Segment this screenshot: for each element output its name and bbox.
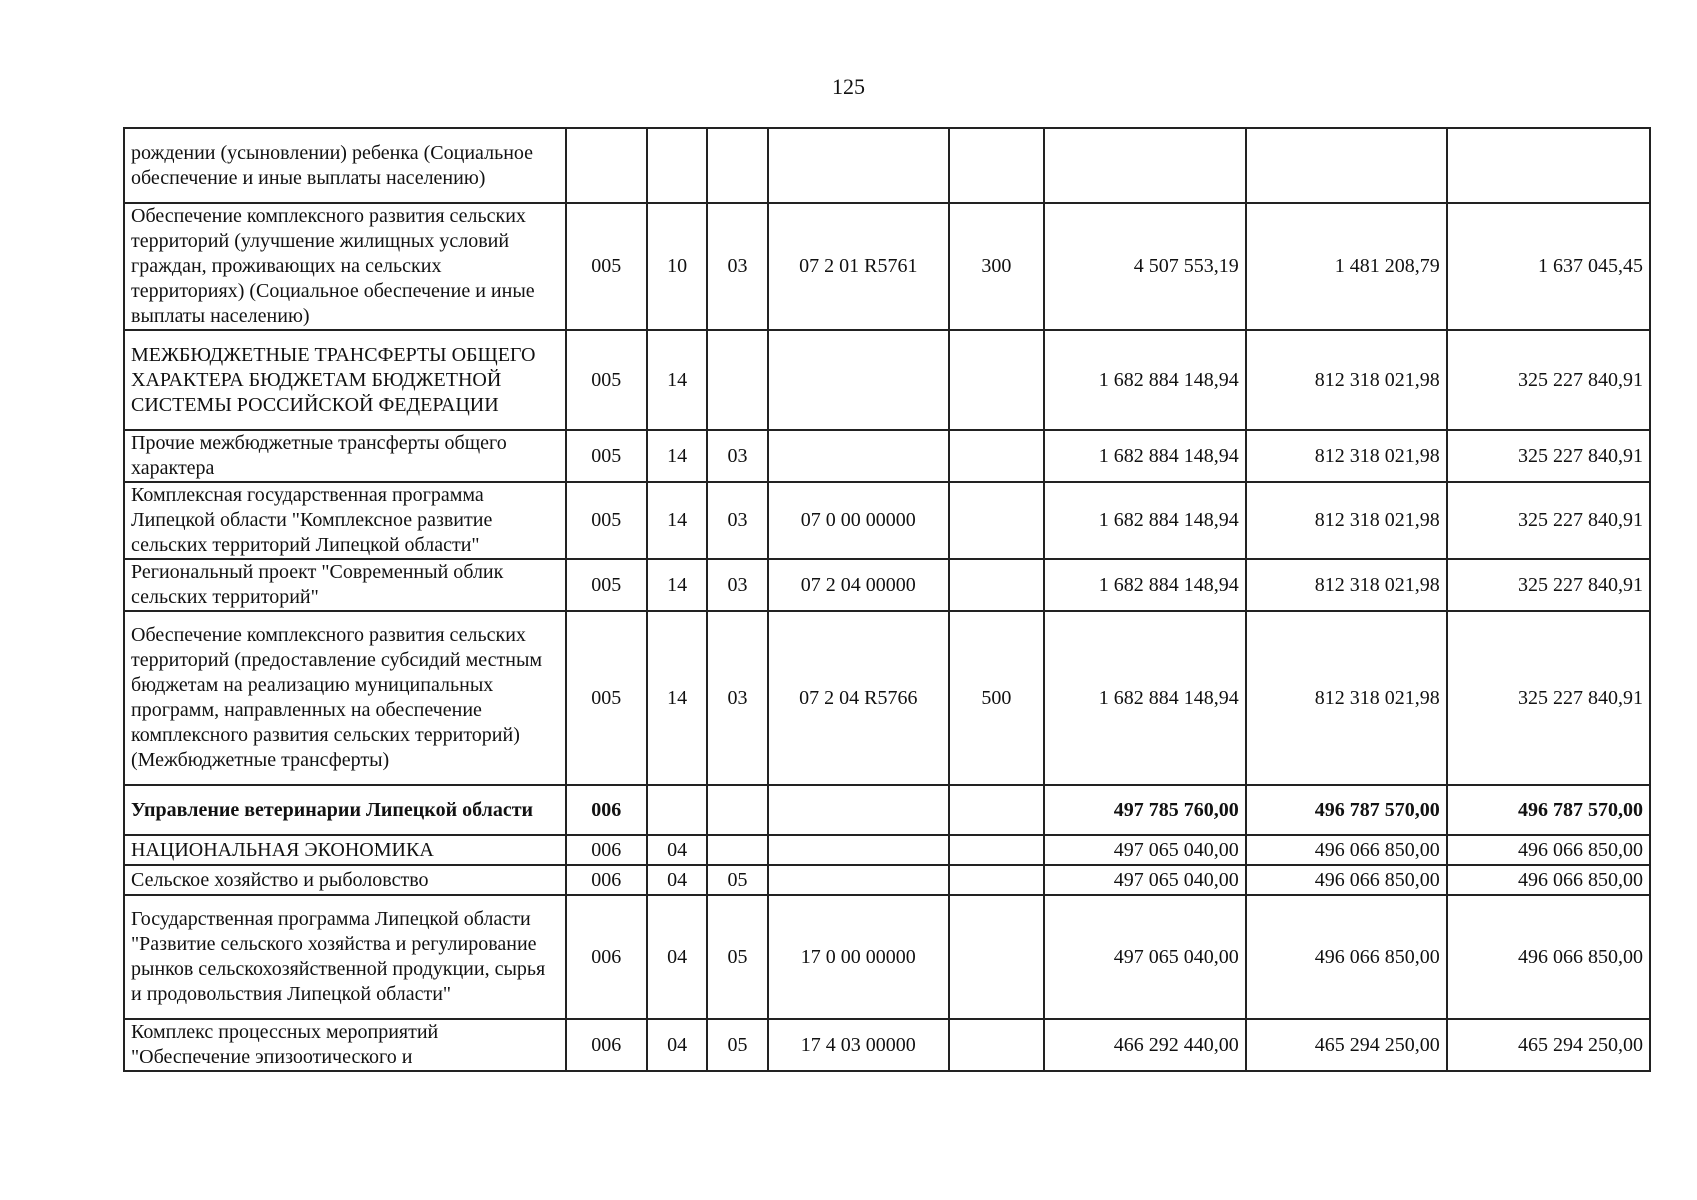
cell-name: Сельское хозяйство и рыболовство xyxy=(124,865,566,895)
cell-csr xyxy=(768,865,949,895)
cell-pr: 05 xyxy=(707,1019,767,1071)
cell-ved xyxy=(566,128,647,203)
cell-ved: 006 xyxy=(566,895,647,1019)
cell-vr xyxy=(949,559,1044,611)
cell-y2: 812 318 021,98 xyxy=(1246,430,1447,482)
table-row xyxy=(124,330,1650,430)
cell-y3: 325 227 840,91 xyxy=(1447,611,1650,785)
cell-pr: 05 xyxy=(707,865,767,895)
cell-y3: 325 227 840,91 xyxy=(1447,430,1650,482)
cell-vr xyxy=(949,1019,1044,1071)
budget-table xyxy=(123,127,1651,1072)
cell-y2: 496 787 570,00 xyxy=(1246,785,1447,835)
table-row xyxy=(124,895,1650,1019)
cell-ved: 005 xyxy=(566,430,647,482)
cell-name: Комплекс процессных мероприятий "Обеспечение эпизоотического и xyxy=(124,1019,566,1071)
cell-y2 xyxy=(1246,128,1447,203)
table-row xyxy=(124,128,1650,203)
table-row xyxy=(124,1019,1650,1071)
cell-vr xyxy=(949,785,1044,835)
cell-ved: 006 xyxy=(566,785,647,835)
cell-csr xyxy=(768,430,949,482)
cell-csr: 17 4 03 00000 xyxy=(768,1019,949,1071)
cell-y1 xyxy=(1044,128,1246,203)
cell-ved: 005 xyxy=(566,611,647,785)
cell-pr xyxy=(707,330,767,430)
cell-y1: 497 065 040,00 xyxy=(1044,835,1246,865)
cell-rz: 04 xyxy=(647,835,707,865)
cell-vr xyxy=(949,865,1044,895)
table-row xyxy=(124,835,1650,865)
table-row xyxy=(124,482,1650,559)
cell-y1: 1 682 884 148,94 xyxy=(1044,611,1246,785)
cell-vr xyxy=(949,895,1044,1019)
cell-vr xyxy=(949,835,1044,865)
cell-csr: 07 2 04 R5766 xyxy=(768,611,949,785)
cell-y3: 496 066 850,00 xyxy=(1447,865,1650,895)
cell-rz: 14 xyxy=(647,330,707,430)
table-row xyxy=(124,865,1650,895)
cell-y2: 812 318 021,98 xyxy=(1246,611,1447,785)
cell-csr: 07 2 01 R5761 xyxy=(768,203,949,330)
cell-y2: 812 318 021,98 xyxy=(1246,482,1447,559)
cell-y3: 465 294 250,00 xyxy=(1447,1019,1650,1071)
table-row xyxy=(124,785,1650,835)
cell-name: Комплексная государственная программа Липецкой области "Комплексное развитие сельских территорий Липецкой области" xyxy=(124,482,566,559)
cell-rz: 14 xyxy=(647,482,707,559)
cell-pr xyxy=(707,835,767,865)
cell-csr: 07 2 04 00000 xyxy=(768,559,949,611)
cell-ved: 006 xyxy=(566,865,647,895)
cell-pr xyxy=(707,785,767,835)
cell-rz: 04 xyxy=(647,1019,707,1071)
cell-y2: 812 318 021,98 xyxy=(1246,330,1447,430)
cell-y2: 465 294 250,00 xyxy=(1246,1019,1447,1071)
cell-pr: 03 xyxy=(707,203,767,330)
cell-ved: 005 xyxy=(566,203,647,330)
cell-name: Региональный проект "Современный облик сельских территорий" xyxy=(124,559,566,611)
cell-vr xyxy=(949,482,1044,559)
cell-csr xyxy=(768,330,949,430)
cell-vr xyxy=(949,330,1044,430)
cell-pr: 03 xyxy=(707,611,767,785)
cell-y2: 496 066 850,00 xyxy=(1246,835,1447,865)
cell-name: Обеспечение комплексного развития сельских территорий (улучшение жилищных условий граждан, проживающих на сельских территориях) (Социальное обеспечение и иные выплаты населению) xyxy=(124,203,566,330)
cell-pr: 03 xyxy=(707,430,767,482)
cell-name: Прочие межбюджетные трансферты общего характера xyxy=(124,430,566,482)
cell-ved: 006 xyxy=(566,835,647,865)
cell-y1: 4 507 553,19 xyxy=(1044,203,1246,330)
cell-y3: 496 066 850,00 xyxy=(1447,895,1650,1019)
cell-y3 xyxy=(1447,128,1650,203)
cell-y1: 1 682 884 148,94 xyxy=(1044,330,1246,430)
cell-y3: 325 227 840,91 xyxy=(1447,559,1650,611)
cell-vr xyxy=(949,430,1044,482)
cell-csr xyxy=(768,835,949,865)
cell-y1: 1 682 884 148,94 xyxy=(1044,430,1246,482)
cell-csr: 07 0 00 00000 xyxy=(768,482,949,559)
cell-rz: 14 xyxy=(647,611,707,785)
cell-pr: 03 xyxy=(707,559,767,611)
cell-y2: 812 318 021,98 xyxy=(1246,559,1447,611)
cell-y1: 497 785 760,00 xyxy=(1044,785,1246,835)
cell-y1: 497 065 040,00 xyxy=(1044,865,1246,895)
cell-csr: 17 0 00 00000 xyxy=(768,895,949,1019)
cell-y3: 1 637 045,45 xyxy=(1447,203,1650,330)
table-row xyxy=(124,430,1650,482)
cell-name: рождении (усыновлении) ребенка (Социальное обеспечение и иные выплаты населению) xyxy=(124,128,566,203)
cell-y1: 466 292 440,00 xyxy=(1044,1019,1246,1071)
cell-rz: 14 xyxy=(647,559,707,611)
page-number: 125 xyxy=(832,74,865,99)
cell-ved: 005 xyxy=(566,330,647,430)
cell-y2: 1 481 208,79 xyxy=(1246,203,1447,330)
cell-name: НАЦИОНАЛЬНАЯ ЭКОНОМИКА xyxy=(124,835,566,865)
cell-vr xyxy=(949,128,1044,203)
cell-csr xyxy=(768,128,949,203)
cell-y3: 325 227 840,91 xyxy=(1447,482,1650,559)
cell-y1: 1 682 884 148,94 xyxy=(1044,482,1246,559)
cell-rz xyxy=(647,128,707,203)
cell-pr xyxy=(707,128,767,203)
cell-pr: 05 xyxy=(707,895,767,1019)
table-row xyxy=(124,203,1650,330)
table-row xyxy=(124,559,1650,611)
cell-ved: 005 xyxy=(566,482,647,559)
cell-y3: 496 787 570,00 xyxy=(1447,785,1650,835)
cell-rz: 14 xyxy=(647,430,707,482)
cell-y3: 496 066 850,00 xyxy=(1447,835,1650,865)
cell-rz: 04 xyxy=(647,865,707,895)
cell-vr: 300 xyxy=(949,203,1044,330)
cell-rz xyxy=(647,785,707,835)
cell-vr: 500 xyxy=(949,611,1044,785)
cell-ved: 005 xyxy=(566,559,647,611)
cell-name: Управление ветеринарии Липецкой области xyxy=(124,785,566,835)
cell-y2: 496 066 850,00 xyxy=(1246,865,1447,895)
cell-pr: 03 xyxy=(707,482,767,559)
cell-y1: 1 682 884 148,94 xyxy=(1044,559,1246,611)
cell-y1: 497 065 040,00 xyxy=(1044,895,1246,1019)
cell-y3: 325 227 840,91 xyxy=(1447,330,1650,430)
cell-y2: 496 066 850,00 xyxy=(1246,895,1447,1019)
cell-csr xyxy=(768,785,949,835)
cell-name: МЕЖБЮДЖЕТНЫЕ ТРАНСФЕРТЫ ОБЩЕГО ХАРАКТЕРА БЮДЖЕТАМ БЮДЖЕТНОЙ СИСТЕМЫ РОССИЙСКОЙ ФЕДЕРАЦИИ xyxy=(124,330,566,430)
cell-rz: 10 xyxy=(647,203,707,330)
cell-name: Государственная программа Липецкой области "Развитие сельского хозяйства и регулирование рынков сельскохозяйственной продукции, сырья и продовольствия Липецкой области" xyxy=(124,895,566,1019)
cell-rz: 04 xyxy=(647,895,707,1019)
table-row xyxy=(124,611,1650,785)
cell-name: Обеспечение комплексного развития сельских территорий (предоставление субсидий местным бюджетам на реализацию муниципальных программ, направленных на обеспечение комплексного развития сельских территорий) (Межбюджетные трансферты) xyxy=(124,611,566,785)
cell-ved: 006 xyxy=(566,1019,647,1071)
